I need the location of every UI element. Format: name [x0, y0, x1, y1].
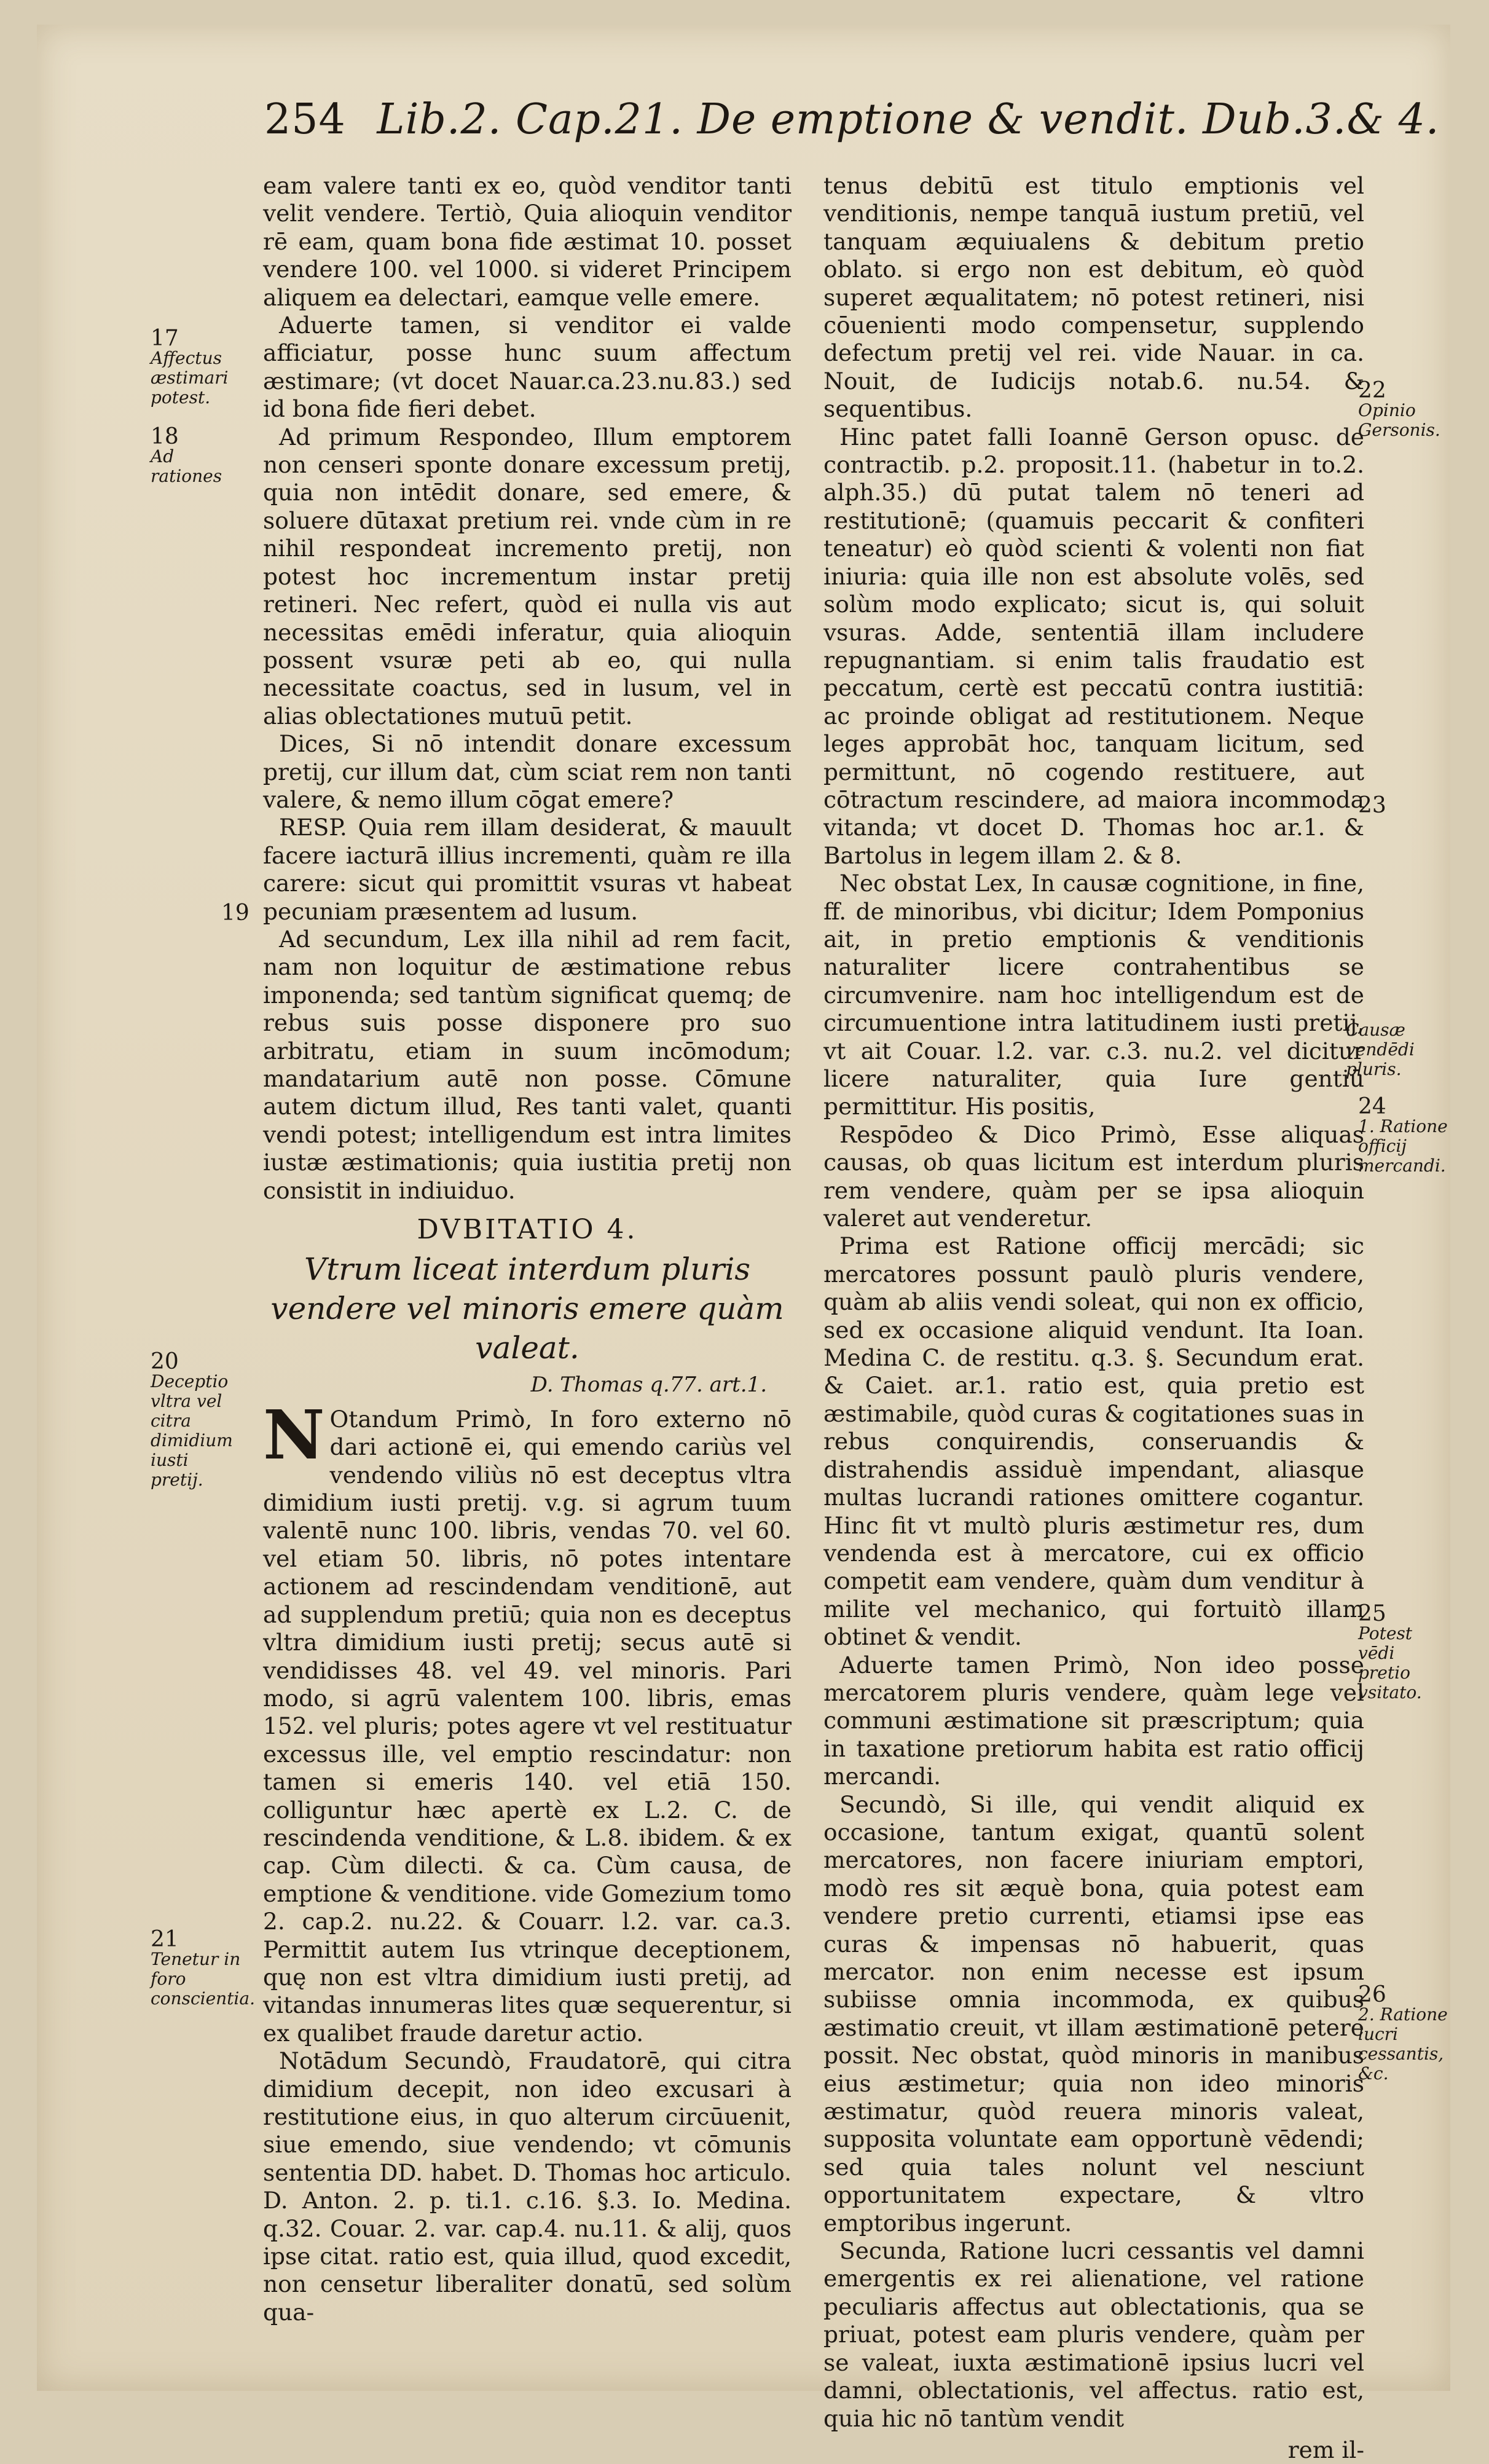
paragraph: Respōdeo & Dico Primò, Esse aliquas causas, ob quas licitum est interdum pluris rem vendere, quàm per se ipsa alioquin valeret aut venderetur. — [823, 1120, 1364, 1232]
paragraph: Dices, Si nō intendit donare excessum pretij, cur illum dat, cùm sciat rem non tanti valere, & nemo illum cōgat emere? — [263, 730, 792, 813]
running-title: Lib.2. Cap.21. De emptione & vendit. Dub.3.& 4. — [377, 95, 1440, 144]
margin-note: 26 2. Ratione lucri cessantis, &c. — [1358, 1982, 1448, 2084]
dubitatio-reference: D. Thomas q.77. art.1. — [530, 1372, 767, 1398]
paragraph: Aduerte tamen Primò, Non ideo posse mercatorem pluris vendere, quàm lege vel communi æstimatione sit præscriptum; quia in taxatione pretiorum habita est ratio officij mercandi. — [823, 1651, 1364, 1790]
paragraph: Ad secundum, Lex illa nihil ad rem facit, nam non loquitur de æstimatione rebus imponenda; sed tantùm significat quemq; de rebus suis posse disponere pro suo arbitratu, etiam in suum incōmodum; mandatarium autē non posse. Cōmune autem dictum illud, Res tanti valet, quanti vendi potest; intelligendum est intra limites iustæ æstimationis; quia iustitia pretij non consistit in indiuiduo. — [263, 925, 792, 1204]
paragraph: RESP. Quia rem illam desiderat, & mauult facere iacturā illius incrementi, quàm re illa carere: sicut qui promittit vsuras vt habeat pecuniam præsentem ad lusum. — [263, 814, 792, 925]
paragraph: tenus debitū est titulo emptionis vel venditionis, nempe tanquā iustum pretiū, vel tanquam æquiualens & debitum pretio oblato. si ergo non est debitum, eò quòd superet æqualitatem; nō potest retineri, nisi cōuenienti modo compensetur, supplendo defectum pretij vel rei. vide Nauar. in ca. Nouit, de Iudicijs notab.6. nu.54. & sequentibus. — [823, 172, 1364, 423]
dubitatio-question: Vtrum liceat interdum pluris vendere vel minoris emere quàm valeat. — [270, 1251, 784, 1366]
margin-note: 24 1. Ratione officij mercandi. — [1358, 1094, 1448, 1176]
left-column — [263, 172, 792, 2326]
margin-note: 21 Tenetur in foro conscientia. — [151, 1927, 255, 2009]
paragraph: Hinc patet falli Ioannē Gerson opusc. de contractib. p.2. proposit.11. (habetur in to.2. alph.35.) dū putat talem nō teneri ad restitutionē; (quamuis peccarit & confiteri teneatur) eò quòd scienti & volenti non fiat iniuria: quia ille non est absolute volēs, sed solùm modo explicato; sicut is, qui soluit vsuras. Adde, sententiā illam includere repugnantiam. si enim talis fraudatio est peccatum, certè est peccatū contra iustitiā: ac proinde obligat ad restitutionem. Neque leges approbāt hoc, tanquam licitum, sed permittunt, nō cogendo restituere, aut cōtractum rescindere, ad maiora incommoda vitanda; vt docet D. Thomas hoc ar.1. & Bartolus in legem illam 2. & 8. — [823, 423, 1364, 869]
page-number: 254 — [264, 95, 346, 144]
paragraph: Prima est Ratione officij mercādi; sic mercatores possunt paulò pluris vendere, quàm ab aliis vendi soleat, qui non ex officio, sed ex occasione aliquid vendunt. Ita Ioan. Medina C. de restitu. q.3. §. Secundum erat. & Caiet. ar.1. ratio est, quia pretio est æstimabile, quòd curas & cogitationes suas in rebus conquirendis, conseruandis & distrahendis assiduè impendant, aliasque multas lucrandi rationes omittere cogantur. Hinc fit vt multò pluris æstimetur res, dum vendenda est à mercatore, cui ex officio competit eam vendere, quàm dum venditur à milite vel mechanico, qui fortuitò illam obtinet & vendit. — [823, 1232, 1364, 1651]
right-column — [823, 172, 1364, 2464]
dubitatio-heading: DVBITATIO 4. — [417, 1214, 638, 1246]
margin-note: Causæ vendēdi pluris. — [1346, 1020, 1415, 1079]
paragraph: eam valere tanti ex eo, quòd venditor tanti velit vendere. Tertiò, Quia alioquin venditor rē eam, quam bona fide æstimat 10. posset vendere 100. vel 1000. si videret Principem aliquem ea delectari, eamque velle emere. — [263, 172, 792, 311]
paragraph: Secunda, Ratione lucri cessantis vel damni emergentis ex rei alienatione, vel ratione peculiaris affectus aut oblectationis, qua se priuat, potest eam pluris vendere, quàm per se valeat, iuxta æstimationē ipsius lucri vel damni, oblectationis, vel affectus. ratio est, quia hic nō tantùm vendit — [823, 2237, 1364, 2432]
margin-note: 20 Deceptio vltra vel citra dimidium iusti pretij. — [151, 1349, 233, 1490]
margin-note: 23 — [1358, 793, 1386, 818]
paragraph-text: Otandum Primò, In foro externo nō dari actionē ei, qui emendo cariùs vel vendendo viliùs nō est deceptus vltra dimidium iusti pretij. v.g. si agrum tuum valentē nunc 100. libris, vendas 70. vel 60. vel etiam 50. libris, nō potes intentare actionem ad rescindendam venditionē, aut ad supplendum pretiū; quia non es deceptus vltra dimidium iusti pretij; secus autē si vendidisses 48. vel 49. vel minoris. Pari modo, si agrū valentem 100. libris, emas 152. vel pluris; potes agere vt vel restituatur excessus ille, vel emptio rescindatur: non tamen si emeris 140. vel etiā 150. colliguntur hæc apertè ex L.2. C. de rescindenda venditione, & L.8. ibidem. & ex cap. Cùm dilecti. & ca. Cùm causa, de emptione & venditione. vide Gomezium tomo 2. cap.2. nu.22. & Couarr. l.2. var. ca.3. Permittit autem Ius vtrinque deceptionem, quę non est vltra dimidium iusti pretij, ad vitandas innumeras lites quæ sequerentur, si ex qualibet fraude daretur actio. — [263, 1405, 792, 2047]
margin-note: 22 Opinio Gersonis. — [1358, 378, 1440, 440]
paragraph: Notādum Secundò, Fraudatorē, qui citra dimidium decepit, non ideo excusari à restitutione eius, in quo alterum circūuenit, siue emendo, siue vendendo; vt cōmunis sententia DD. habet. D. Thomas hoc articulo. D. Anton. 2. p. ti.1. c.16. §.3. Io. Medina. q.32. Couar. 2. var. cap.4. nu.11. & alij, quos ipse citat. ratio est, quia illud, quod excedit, non censetur liberaliter donatū, sed solùm qua- — [263, 2047, 792, 2326]
margin-note: 25 Potest vēdi pretio vsitato. — [1358, 1601, 1422, 1702]
paragraph: Aduerte tamen, si venditor ei valde afficiatur, posse hunc suum affectum æstimare; (vt docet Nauar.ca.23.nu.83.) sed id bona fide fieri debet. — [263, 312, 792, 423]
paragraph: Secundò, Si ille, qui vendit aliquid ex occasione, tantum exigat, quantū solent mercatores, non facere iniuriam emptori, modò res sit æquè bona, quia potest eam vendere pretio currenti, etiamsi ipse eas curas & impensas nō habuerit, quas mercator. non enim necesse est ipsum subiisse omnia incommoda, ex quibus æstimatio creuit, vt illam æstimationē petere possit. Nec obstat, quòd minoris in manibus eius æstimetur; quia non ideo minoris æstimatur, quòd reuera minoris valeat, supposita voluntate eam opportunè vēdendi; sed quia tales nolunt vel nesciunt opportunitatem expectare, & vltro emptoribus ingerunt. — [823, 1790, 1364, 2237]
catchword: rem il- — [1287, 2436, 1364, 2463]
margin-note: 19 — [221, 900, 249, 926]
paragraph: Nec obstat Lex, In causæ cognitione, in fine, ff. de minoribus, vbi dicitur; Idem Pomponius ait, in pretio emptionis & venditionis naturaliter licere contrahentibus se circumvenire. nam hoc intelligendum est de circumuentione intra latitudinem iusti pretij, vt ait Couar. l.2. var. c.3. nu.2. vel dicitur licere naturaliter, quia Iure gentiū permittitur. His positis, — [823, 870, 1364, 1120]
drop-cap: N — [263, 1395, 325, 1474]
paragraph: Ad primum Respondeo, Illum emptorem non censeri sponte donare excessum pretij, quia non intēdit donare, sed emere, & soluere dūtaxat pretium rei. vnde cùm in re nihil respondeat incremento pretij, non potest hoc incrementum instar pretij retineri. Nec refert, quòd ei nulla vis aut necessitas emēdi inferatur, quia alioquin possent vsuræ peti ab eo, qui nulla necessitate coactus, sed in lusum, vel in alias oblectationes mutuū petit. — [263, 423, 792, 730]
paragraph — [263, 1395, 792, 2047]
margin-note: 18 Ad rationes — [151, 424, 222, 486]
margin-note: 17 Affectus æstimari potest. — [151, 326, 229, 407]
book-page — [37, 25, 1450, 2463]
running-header — [264, 95, 1440, 144]
